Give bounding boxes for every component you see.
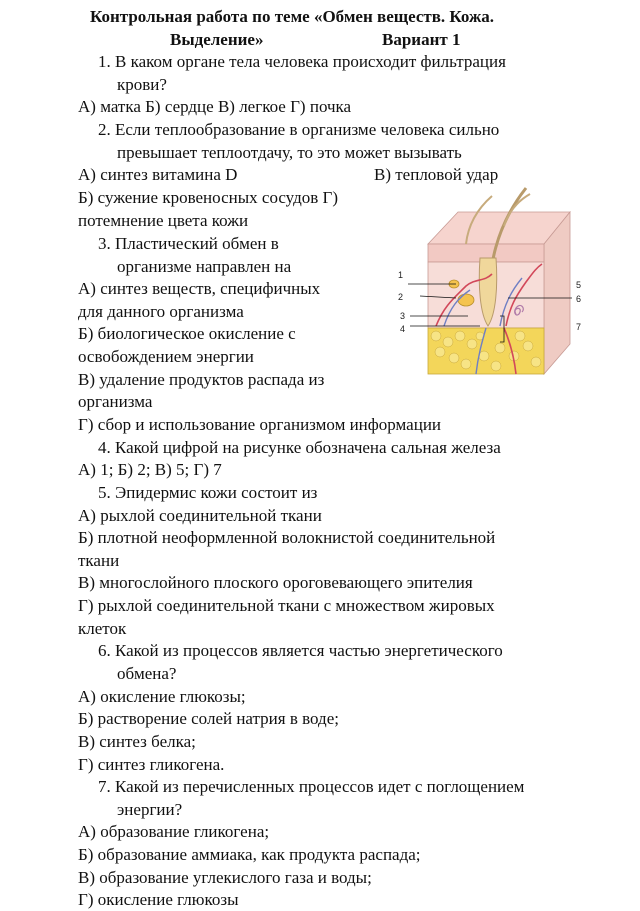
label-2: 2 [398,292,404,302]
answer-5b-cont: ткани [78,551,120,570]
question-2-line-1: 2. Если теплообразование в организме человека сильно [98,120,500,139]
answer-3a: А) синтез веществ, специфичных [78,279,321,298]
question-1-line-1: 1. В каком органе тела человека происходит фильтрация [98,52,506,71]
label-1: 1 [398,270,404,280]
answer-3b: Б) биологическое окисление с [78,324,296,343]
answer-2c: В) тепловой удар [374,165,499,184]
answer-2a: А) синтез витамина D [78,165,238,184]
title-line-1: Контрольная работа по теме «Обмен веществ. Кожа. [90,7,495,26]
answer-3a-cont: для данного организма [78,302,244,321]
label-7: 7 [576,322,582,332]
answer-3d: Г) сбор и использование организмом информации [78,415,442,434]
question-7-line-1: 7. Какой из перечисленных процессов идет с поглощением [98,777,525,796]
question-4-answers: А) 1; Б) 2; В) 5; Г) 7 [78,460,222,479]
answer-2b: Б) сужение кровеносных сосудов Г) [78,188,339,207]
question-1-answers: А) матка Б) сердце В) легкое Г) почка [78,97,352,116]
variant-label: Вариант 1 [382,30,461,49]
answer-5c: В) многослойного плоского ороговевающего эпителия [78,573,473,592]
answer-5d-cont: клеток [78,619,127,638]
question-6-line-2: обмена? [117,664,177,683]
answer-3c-cont: организма [78,392,153,411]
question-4-line-1: 4. Какой цифрой на рисунке обозначена сальная железа [98,438,501,457]
label-6: 6 [576,294,582,304]
answer-7b: Б) образование аммиака, как продукта распада; [78,845,421,864]
question-6-line-1: 6. Какой из процессов является частью энергетического [98,641,503,660]
question-7-line-2: энергии? [117,800,183,819]
answer-5b: Б) плотной неоформленной волокнистой соединительной [78,528,496,547]
skin-structure-diagram [396,186,590,382]
answer-2b-cont: потемнение цвета кожи [78,211,249,230]
title-line-2: Выделение» [170,30,264,49]
answer-6a: А) окисление глюкозы; [78,687,246,706]
label-3: 3 [400,311,406,321]
question-5-line-1: 5. Эпидермис кожи состоит из [98,483,318,502]
question-3-line-1: 3. Пластический обмен в [98,234,279,253]
answer-7c: В) образование углекислого газа и воды; [78,868,372,887]
answer-6d: Г) синтез гликогена. [78,755,225,774]
answer-5a: А) рыхлой соединительной ткани [78,506,322,525]
question-3-line-2: организме направлен на [117,257,292,276]
label-4: 4 [400,324,406,334]
answer-7d: Г) окисление глюкозы [78,890,239,909]
question-1-line-2: крови? [117,75,167,94]
answer-5d: Г) рыхлой соединительной ткани с множеством жировых [78,596,495,615]
answer-3b-cont: освобождением энергии [78,347,254,366]
answer-6b: Б) растворение солей натрия в воде; [78,709,339,728]
answer-7a: А) образование гликогена; [78,822,270,841]
label-5: 5 [576,280,582,290]
question-2-line-2: превышает теплоотдачу, то это может вызывать [117,143,462,162]
answer-6c: В) синтез белка; [78,732,196,751]
answer-3c: В) удаление продуктов распада из [78,370,325,389]
sebaceous-gland [458,294,474,306]
